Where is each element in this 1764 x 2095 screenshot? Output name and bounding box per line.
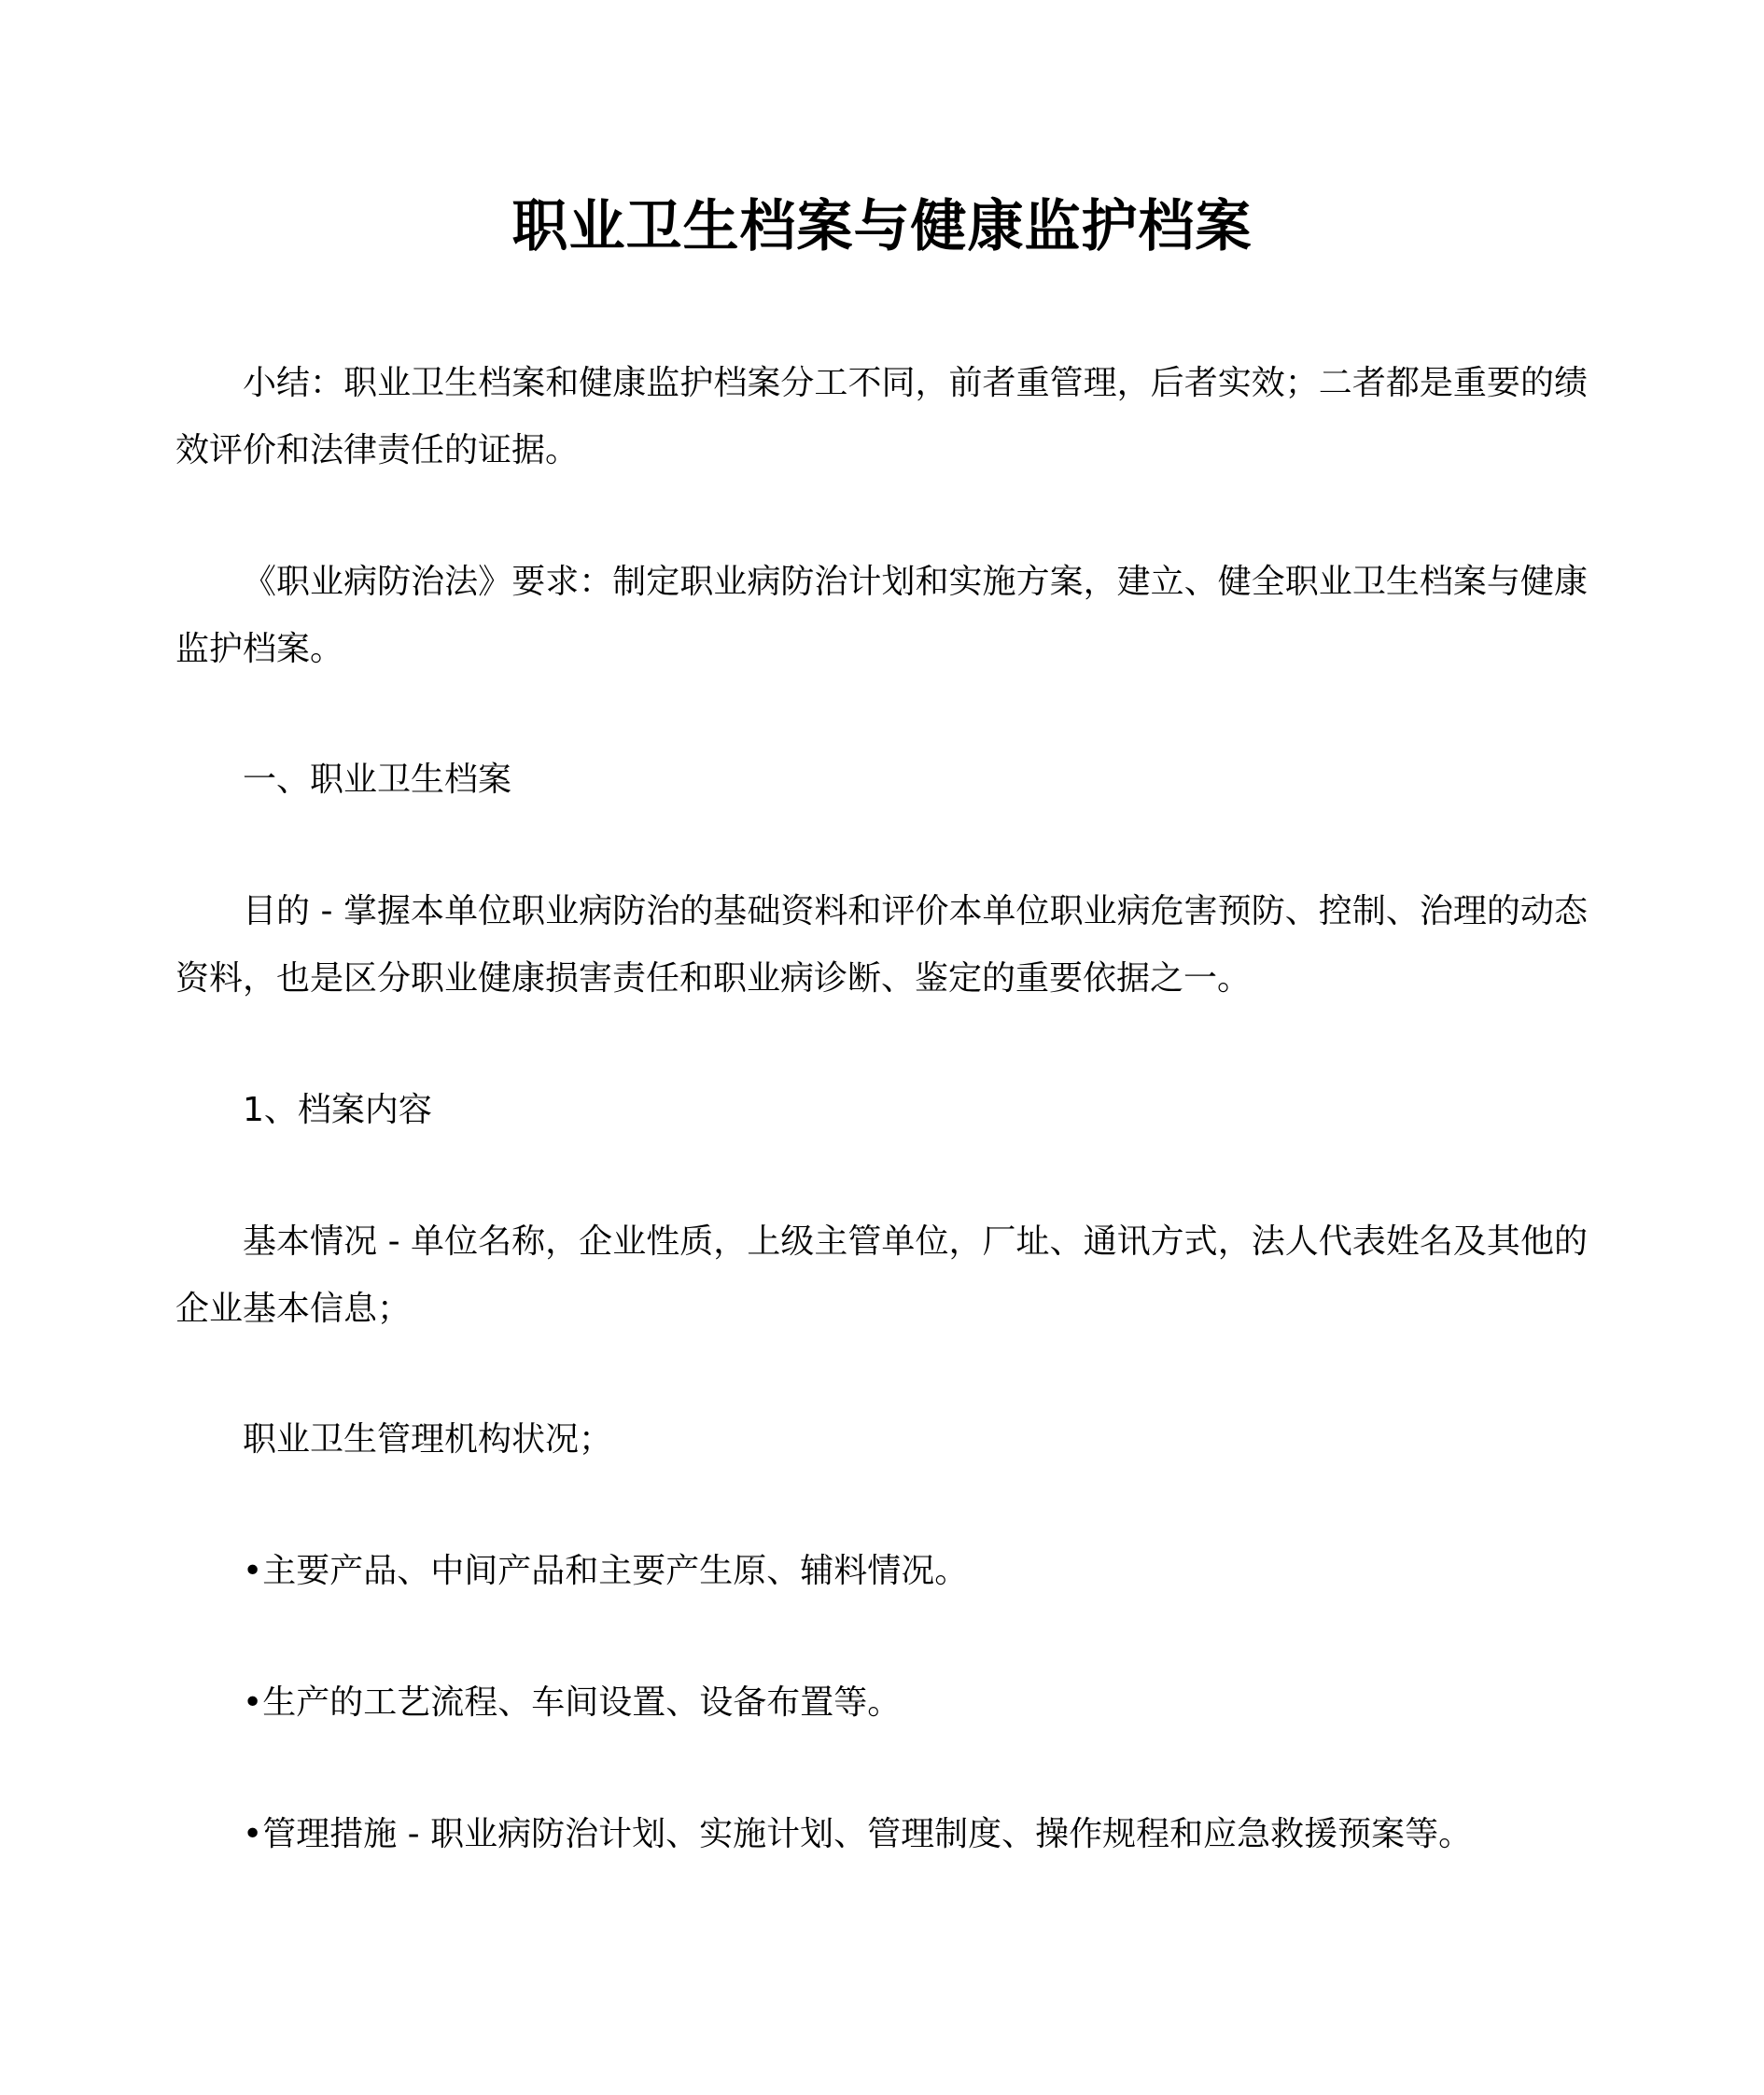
paragraph-summary: 小结：职业卫生档案和健康监护档案分工不同，前者重管理，后者实效；二者都是重要的绩效评价和法律责任的证据。 [175, 364, 1588, 469]
paragraph-purpose: 目的 - 掌握本单位职业病防治的基础资料和评价本单位职业病危害预防、控制、治理的动态资料，也是区分职业健康损害责任和职业病诊断、鉴定的重要依据之一。 [175, 892, 1588, 998]
bullet-process-layout: •生产的工艺流程、车间设置、设备布置等。 [243, 1683, 902, 1722]
section-heading-occupational-health-records: 一、职业卫生档案 [243, 761, 512, 799]
paragraph-basic-info: 基本情况 - 单位名称，企业性质，上级主管单位，厂址、通讯方式，法人代表姓名及其他的企业基本信息； [175, 1222, 1588, 1328]
bullet-management-measures: •管理措施 - 职业病防治计划、实施计划、管理制度、操作规程和应急救援预案等。 [243, 1815, 1473, 1853]
subsection-heading-record-contents: 1、档案内容 [243, 1091, 432, 1129]
document-title: 职业卫生档案与健康监护档案 [511, 194, 1253, 259]
paragraph-law-requirement: 《职业病防治法》要求：制定职业病防治计划和实施方案，建立、健全职业卫生档案与健康监护档案。 [175, 563, 1588, 668]
paragraph-management-org: 职业卫生管理机构状况； [243, 1420, 613, 1459]
bullet-products-materials: •主要产品、中间产品和主要产生原、辅料情况。 [243, 1552, 969, 1590]
